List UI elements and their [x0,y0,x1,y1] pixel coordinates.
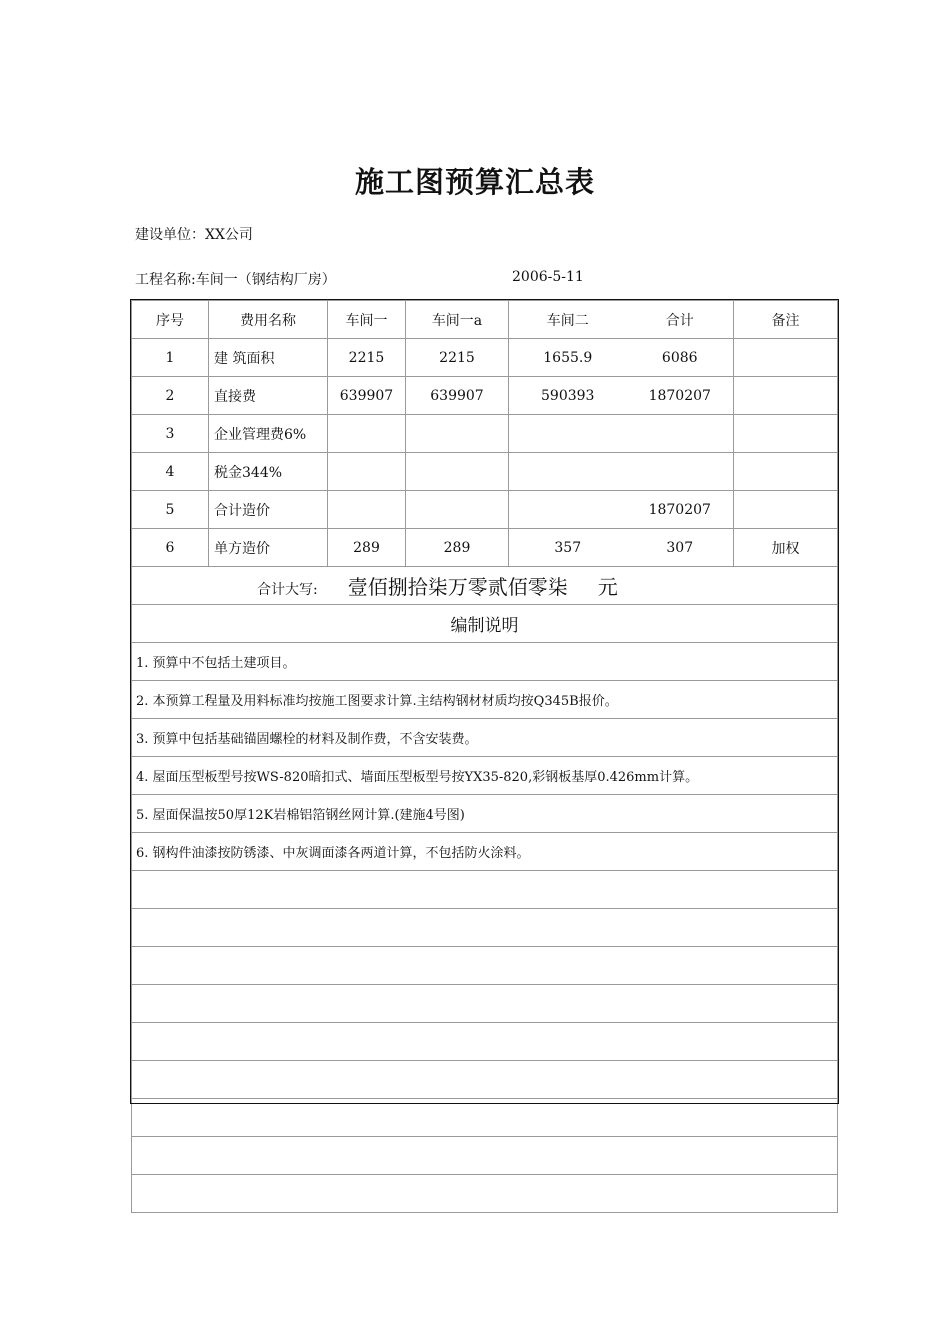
summary-currency-unit: 元 [597,575,618,599]
empty-cell [132,985,838,1023]
row-workshop1: 2215 [328,339,406,377]
page-title: 施工图预算汇总表 [354,165,595,199]
note-row [132,681,838,719]
row-workshop1: 289 [328,529,406,567]
table-header-row [132,301,838,339]
row-workshop1a [406,453,509,491]
empty-cell [132,947,838,985]
note-row [132,643,838,681]
header-cell-item: 费用名称 [209,301,328,339]
empty-cell [132,1175,838,1213]
row-total [627,415,734,453]
row-index: 2 [132,377,209,415]
summary-row [132,567,838,605]
empty-row [132,1137,838,1175]
row-workshop2: 590393 [509,377,627,415]
notes-title: 编制说明 [132,605,838,643]
table-row [132,529,838,567]
note-row [132,795,838,833]
row-remark: 加权 [734,529,838,567]
row-workshop1a: 289 [406,529,509,567]
row-total: 6086 [627,339,734,377]
header-cell-workshop1: 车间一 [328,301,406,339]
row-workshop1a: 639907 [406,377,509,415]
row-total: 307 [627,529,734,567]
row-workshop1: 639907 [328,377,406,415]
row-item: 企业管理费6% [209,415,328,453]
row-index: 5 [132,491,209,529]
row-workshop1 [328,453,406,491]
budget-summary-table [131,300,838,1213]
row-remark [734,453,838,491]
table-row [132,453,838,491]
empty-row [132,909,838,947]
empty-row [132,1061,838,1099]
header-cell-index: 序号 [132,301,209,339]
empty-row [132,1099,838,1137]
row-index: 6 [132,529,209,567]
header-cell-remark: 备注 [734,301,838,339]
row-workshop1 [328,491,406,529]
table-row [132,415,838,453]
row-workshop2: 1655.9 [509,339,627,377]
row-workshop2 [509,453,627,491]
row-total [627,453,734,491]
row-index: 1 [132,339,209,377]
document-date: 2006-5-11 [512,269,584,285]
row-workshop1 [328,415,406,453]
empty-row [132,1023,838,1061]
row-item: 直接费 [209,377,328,415]
summary-label: 合计大写: [257,582,318,598]
row-workshop1a: 2215 [406,339,509,377]
row-workshop2: 357 [509,529,627,567]
row-workshop1a [406,491,509,529]
table-row [132,339,838,377]
empty-cell [132,871,838,909]
row-workshop2 [509,415,627,453]
note-item: 1. 预算中不包括土建项目。 [132,643,838,681]
row-index: 4 [132,453,209,491]
row-item: 单方造价 [209,529,328,567]
row-item: 税金344% [209,453,328,491]
construction-unit: 建设单位：XX公司 [135,227,253,243]
row-remark [734,339,838,377]
empty-cell [132,1061,838,1099]
table-row [132,491,838,529]
empty-row [132,985,838,1023]
header-cell-total: 合计 [627,301,734,339]
summary-amount-words: 壹佰捌拾柒万零贰佰零柒 [347,575,568,599]
row-remark [734,415,838,453]
project-name: 工程名称:车间一（钢结构厂房） [135,272,336,288]
note-row [132,719,838,757]
row-workshop2 [509,491,627,529]
note-item: 5. 屋面保温按50厚12K岩棉铝箔钢丝网计算.(建施4号图) [132,795,838,833]
header-cell-workshop2: 车间二 [509,301,627,339]
row-item: 合计造价 [209,491,328,529]
row-remark [734,377,838,415]
row-total: 1870207 [627,377,734,415]
empty-cell [132,1023,838,1061]
note-item: 4. 屋面压型板型号按WS-820暗扣式、墙面压型板型号按YX35-820,彩钢板基厚0.426mm计算。 [132,757,838,795]
empty-row [132,947,838,985]
empty-cell [132,1099,838,1137]
empty-cell [132,909,838,947]
row-remark [734,491,838,529]
header-cell-workshop1a: 车间一a [406,301,509,339]
summary-cell [132,567,838,605]
note-item: 6. 钢构件油漆按防锈漆、中灰调面漆各两道计算，不包括防火涂料。 [132,833,838,871]
note-item: 2. 本预算工程量及用料标准均按施工图要求计算.主结构钢材材质均按Q345B报价。 [132,681,838,719]
note-item: 3. 预算中包括基础锚固螺栓的材料及制作费，不含安装费。 [132,719,838,757]
row-item: 建 筑面积 [209,339,328,377]
row-workshop1a [406,415,509,453]
note-row [132,833,838,871]
note-row [132,757,838,795]
notes-title-row [132,605,838,643]
table-row [132,377,838,415]
row-index: 3 [132,415,209,453]
empty-cell [132,1137,838,1175]
row-total: 1870207 [627,491,734,529]
empty-row [132,1175,838,1213]
empty-row [132,871,838,909]
